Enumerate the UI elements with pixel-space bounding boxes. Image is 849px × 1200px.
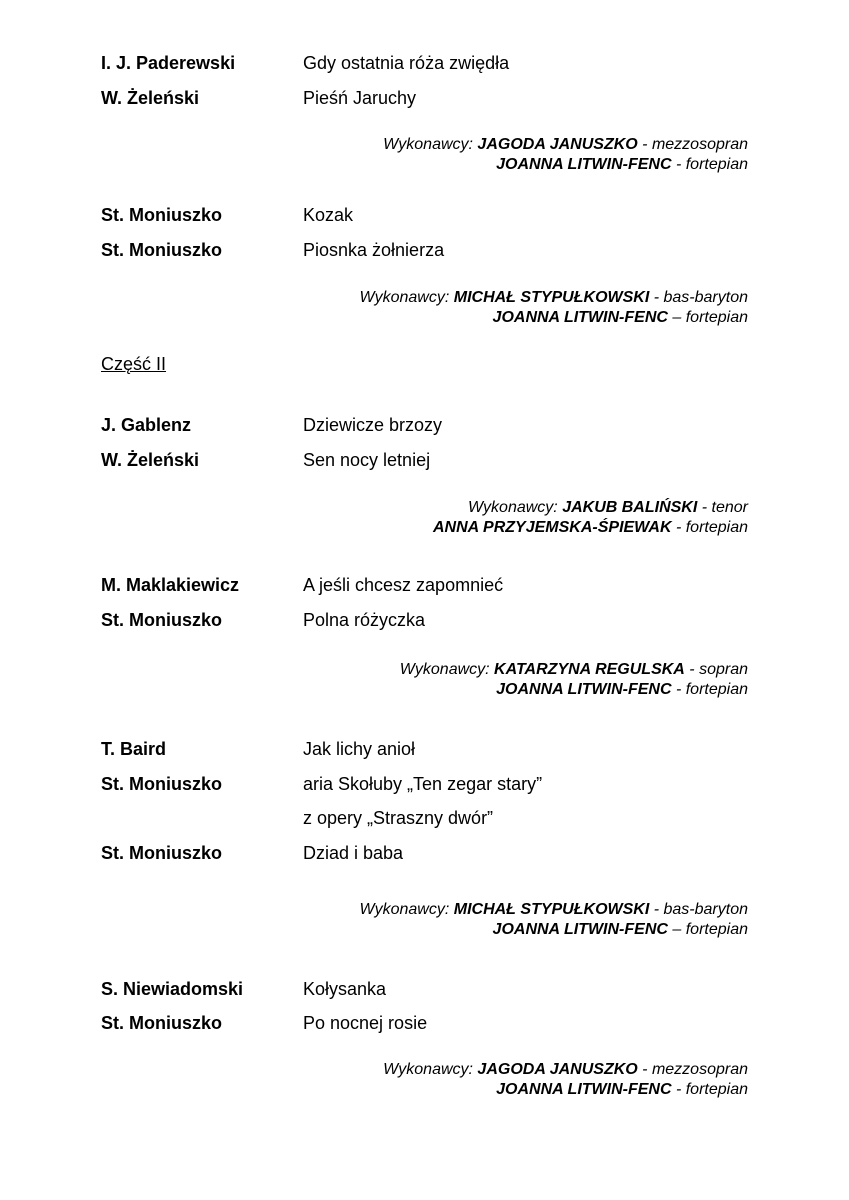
performers-prefix: Wykonawcy: bbox=[383, 136, 478, 153]
performer-line bbox=[400, 660, 748, 680]
performer-name: JOANNA LITWIN-FENC bbox=[496, 681, 672, 698]
work-title: Jak lichy anioł bbox=[303, 739, 416, 759]
composer-name: St. Moniuszko bbox=[101, 774, 222, 794]
performer-name: JOANNA LITWIN-FENC bbox=[496, 156, 672, 173]
performer-name: JOANNA LITWIN-FENC bbox=[496, 1081, 672, 1098]
performer-role: – fortepian bbox=[667, 309, 748, 326]
performer-role: - mezzosopran bbox=[637, 1061, 748, 1078]
work-title: aria Skołuby „Ten zegar stary” bbox=[303, 774, 543, 794]
work-title: Gdy ostatnia róża zwiędła bbox=[303, 53, 510, 73]
composer-name: W. Żeleński bbox=[101, 450, 200, 470]
performer-name: JOANNA LITWIN-FENC bbox=[492, 309, 668, 326]
performer-role: - fortepian bbox=[671, 681, 748, 698]
performer-line bbox=[383, 1080, 748, 1100]
performer-name: ANNA PRZYJEMSKA-ŚPIEWAK bbox=[432, 519, 672, 536]
performer-line bbox=[359, 920, 748, 940]
composer-name: St. Moniuszko bbox=[101, 610, 222, 630]
performer-line bbox=[400, 680, 748, 700]
performers-prefix: Wykonawcy: bbox=[359, 901, 454, 918]
performers-block bbox=[433, 498, 748, 538]
work-title: Kołysanka bbox=[303, 979, 387, 999]
performer-role: - fortepian bbox=[671, 156, 748, 173]
performer-role: - bas-baryton bbox=[649, 901, 748, 918]
composer-name: St. Moniuszko bbox=[101, 1013, 222, 1033]
work-title: Sen nocy letniej bbox=[303, 450, 431, 470]
work-title: Polna różyczka bbox=[303, 610, 426, 630]
performer-name: JOANNA LITWIN-FENC bbox=[492, 921, 668, 938]
performers-block bbox=[400, 660, 748, 700]
performer-role: - tenor bbox=[697, 499, 748, 516]
performer-line bbox=[433, 498, 748, 518]
work-title: A jeśli chcesz zapomnieć bbox=[303, 575, 504, 595]
performer-name: JAKUB BALIŃSKI bbox=[562, 499, 698, 516]
performer-line bbox=[359, 288, 748, 308]
composer-name: S. Niewiadomski bbox=[101, 979, 244, 999]
composer-name: St. Moniuszko bbox=[101, 843, 222, 863]
performer-line bbox=[383, 135, 748, 155]
performer-line bbox=[383, 1060, 748, 1080]
performers-block bbox=[359, 900, 748, 940]
composer-name: W. Żeleński bbox=[101, 88, 200, 108]
performers-prefix: Wykonawcy: bbox=[359, 289, 454, 306]
performer-role: - mezzosopran bbox=[637, 136, 748, 153]
work-title: Pieśń Jaruchy bbox=[303, 88, 417, 108]
performers-block bbox=[383, 1060, 748, 1100]
work-title: Dziad i baba bbox=[303, 843, 404, 863]
composer-name: St. Moniuszko bbox=[101, 205, 222, 225]
work-title: Dziewicze brzozy bbox=[303, 415, 443, 435]
composer-name: T. Baird bbox=[101, 739, 167, 759]
performer-line bbox=[383, 155, 748, 175]
performer-name: KATARZYNA REGULSKA bbox=[494, 661, 685, 678]
performer-name: JAGODA JANUSZKO bbox=[477, 136, 638, 153]
performer-role: - sopran bbox=[684, 661, 748, 678]
performer-line bbox=[433, 518, 748, 538]
performer-name: MICHAŁ STYPUŁKOWSKI bbox=[453, 901, 650, 918]
composer-name: J. Gablenz bbox=[101, 415, 192, 435]
performers-prefix: Wykonawcy: bbox=[399, 661, 495, 678]
composer-name: M. Maklakiewicz bbox=[101, 575, 240, 595]
composer-name: I. J. Paderewski bbox=[101, 53, 236, 73]
performers-block bbox=[359, 288, 748, 328]
performer-line bbox=[359, 308, 748, 328]
work-title: z opery „Straszny dwór” bbox=[303, 808, 494, 828]
performer-name: MICHAŁ STYPUŁKOWSKI bbox=[453, 289, 650, 306]
performer-role: - fortepian bbox=[671, 1081, 748, 1098]
performer-role: - fortepian bbox=[671, 519, 748, 536]
performers-prefix: Wykonawcy: bbox=[383, 1061, 478, 1078]
composer-name: St. Moniuszko bbox=[101, 240, 222, 260]
performer-line bbox=[359, 900, 748, 920]
work-title: Piosnka żołnierza bbox=[303, 240, 445, 260]
performer-role: - bas-baryton bbox=[649, 289, 748, 306]
work-title: Po nocnej rosie bbox=[303, 1013, 428, 1033]
performer-name: JAGODA JANUSZKO bbox=[477, 1061, 638, 1078]
performer-role: – fortepian bbox=[667, 921, 748, 938]
performers-prefix: Wykonawcy: bbox=[467, 499, 563, 516]
work-title: Kozak bbox=[303, 205, 354, 225]
performers-block bbox=[383, 135, 748, 175]
section-heading: Część II bbox=[101, 354, 167, 374]
